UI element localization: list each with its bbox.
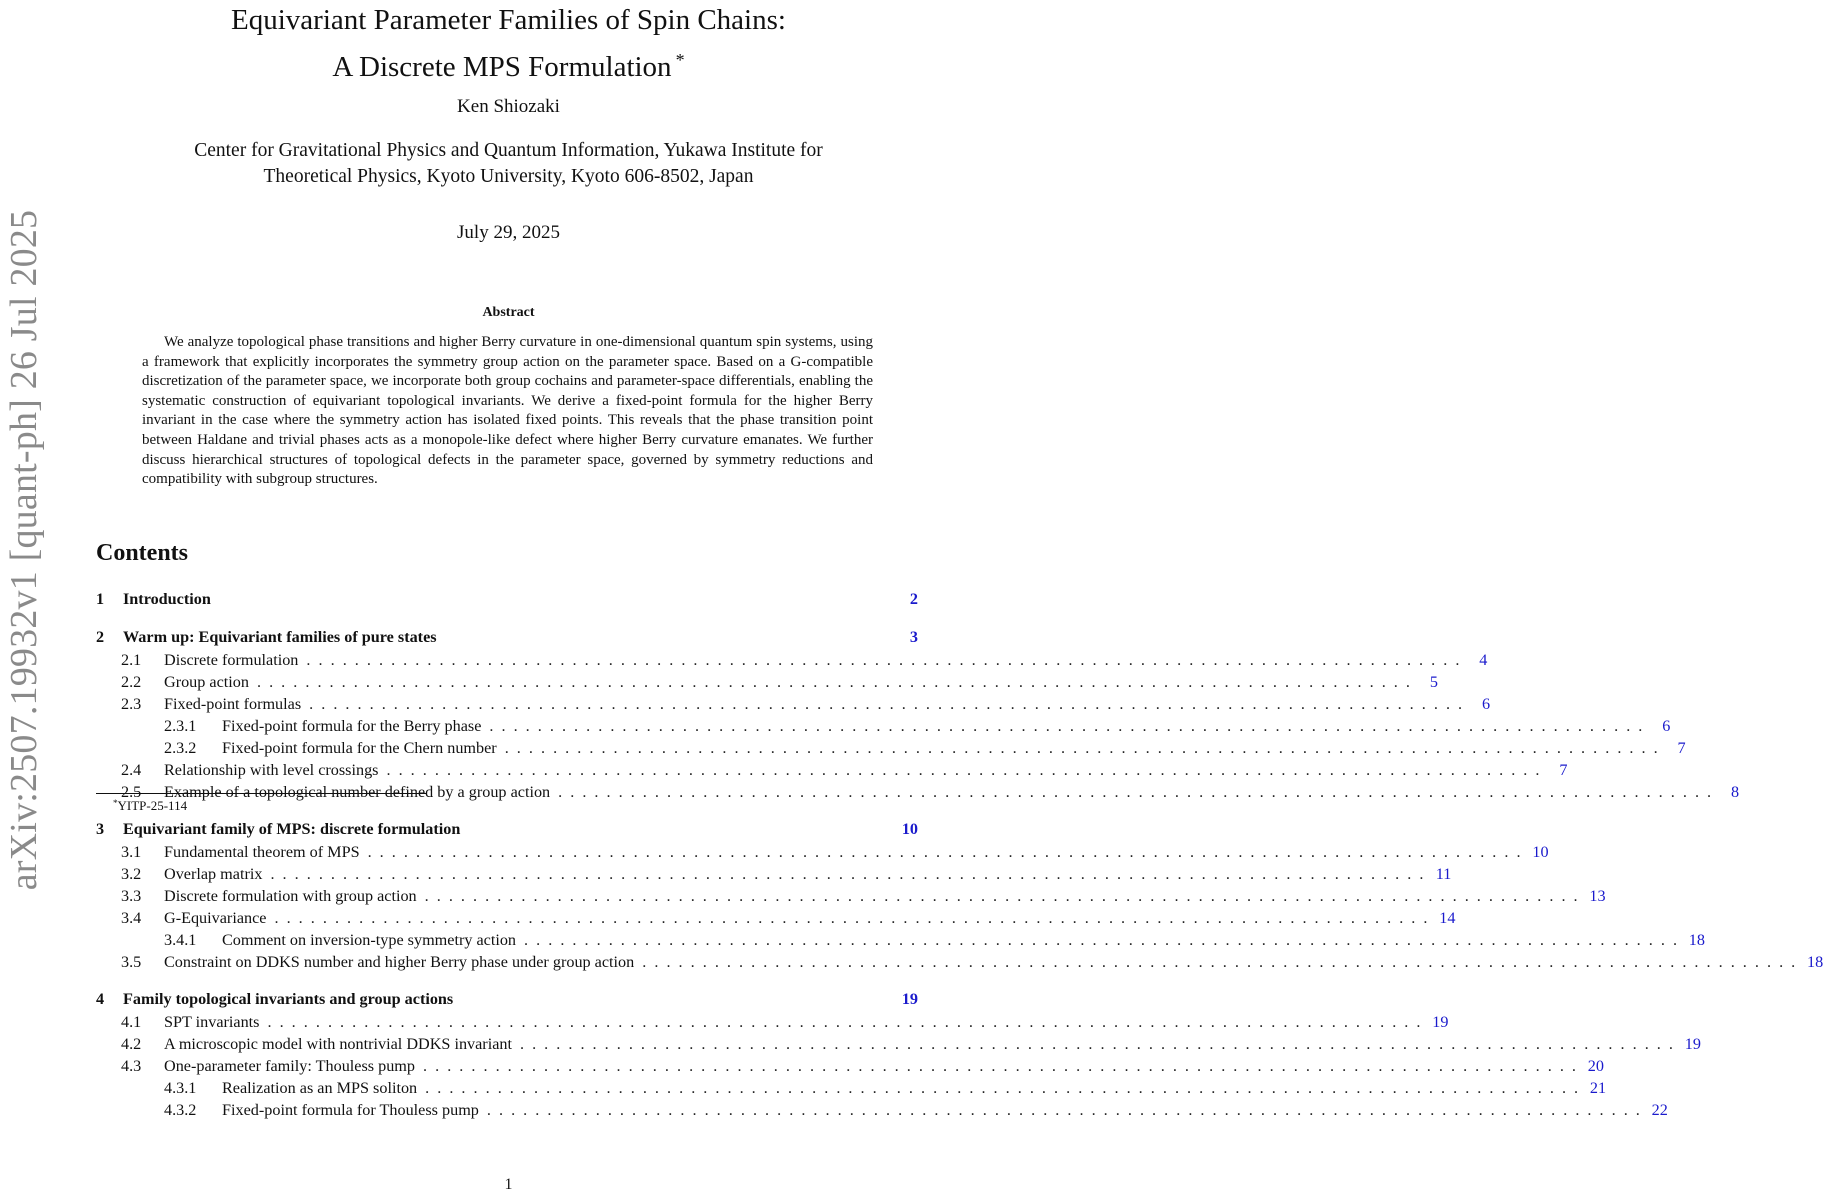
toc-entry-4-3[interactable] bbox=[96, 1055, 1604, 1077]
toc-entry-number: 2.3 bbox=[121, 695, 142, 713]
toc-entry-number: 2 bbox=[96, 628, 105, 646]
toc-entry-3-2[interactable] bbox=[96, 863, 1452, 885]
toc-entry-title[interactable]: Introduction bbox=[123, 590, 211, 608]
toc-entry-number: 3 bbox=[96, 820, 105, 838]
toc-entry-title[interactable]: G-Equivariance bbox=[164, 909, 267, 927]
toc-entry-title[interactable]: One-parameter family: Thouless pump bbox=[164, 1057, 415, 1075]
toc-entry-title[interactable]: Family topological invariants and group actions bbox=[123, 990, 454, 1008]
toc-entry-number: 3.4.1 bbox=[164, 931, 197, 949]
title-line-2-text: A Discrete MPS Formulation bbox=[332, 51, 672, 83]
toc-page-link[interactable]: 20 bbox=[1587, 1057, 1604, 1075]
toc-entry-3-3[interactable] bbox=[96, 885, 1606, 907]
toc-dot-leader bbox=[423, 1055, 1576, 1077]
toc-entry-title[interactable]: Overlap matrix bbox=[164, 865, 263, 883]
toc-entry-number: 3.2 bbox=[121, 865, 142, 883]
toc-page-link[interactable]: 10 bbox=[1532, 843, 1549, 861]
toc-page-link[interactable]: 22 bbox=[1651, 1101, 1668, 1119]
footnote-mark: * bbox=[113, 798, 118, 808]
toc-page-link[interactable]: 19 bbox=[1432, 1013, 1449, 1031]
toc-page-link[interactable]: 18 bbox=[1688, 931, 1705, 949]
toc-page-link[interactable]: 18 bbox=[1807, 953, 1823, 971]
toc-page-link[interactable]: 4 bbox=[1479, 651, 1488, 669]
toc-entry-title[interactable]: Discrete formulation with group action bbox=[164, 887, 417, 905]
footnote bbox=[113, 798, 187, 814]
toc-entry-title[interactable]: A microscopic model with nontrivial DDKS invariant bbox=[164, 1035, 512, 1053]
toc-dot-leader bbox=[642, 951, 1795, 973]
toc-entry-3-5[interactable] bbox=[96, 951, 1823, 973]
toc-entry-title[interactable]: Discrete formulation bbox=[164, 651, 299, 669]
toc-page-link[interactable]: 7 bbox=[1677, 739, 1686, 757]
toc-entry-number: 2.5 bbox=[121, 783, 142, 801]
toc-dot-leader bbox=[425, 1077, 1578, 1099]
toc-dot-leader bbox=[487, 1099, 1640, 1121]
toc-entry-number: 2.1 bbox=[121, 651, 142, 669]
affiliation-line-1: Center for Gravitational Physics and Quantum Information, Yukawa Institute for bbox=[194, 140, 823, 161]
toc-entry-2[interactable] bbox=[96, 625, 918, 649]
toc-page-link[interactable]: 19 bbox=[1684, 1035, 1701, 1053]
footnote-text: YITP-25-114 bbox=[117, 798, 188, 813]
toc-page-link[interactable]: 6 bbox=[1662, 717, 1671, 735]
toc-page-link[interactable]: 5 bbox=[1429, 673, 1438, 691]
publication-date: July 29, 2025 bbox=[457, 222, 560, 243]
toc-entry-title[interactable]: Comment on inversion-type symmetry action bbox=[222, 931, 517, 949]
toc-dot-leader bbox=[257, 671, 1410, 693]
toc-page-link[interactable]: 10 bbox=[901, 820, 918, 838]
toc-page-link[interactable]: 11 bbox=[1435, 865, 1452, 883]
toc-entry-3-1[interactable] bbox=[96, 841, 1549, 863]
toc-entry-3[interactable] bbox=[96, 817, 918, 841]
toc-entry-4-3-2[interactable] bbox=[96, 1099, 1668, 1121]
toc-dot-leader bbox=[368, 841, 1521, 863]
toc-page-link[interactable]: 2 bbox=[909, 590, 918, 608]
toc-page-link[interactable]: 7 bbox=[1559, 761, 1568, 779]
toc-entry-number: 4.3.1 bbox=[164, 1079, 197, 1097]
toc-entry-3-4[interactable] bbox=[96, 907, 1456, 929]
toc-entry-title[interactable]: Realization as an MPS soliton bbox=[222, 1079, 418, 1097]
toc-page-link[interactable]: 3 bbox=[909, 628, 918, 646]
toc-page-link[interactable]: 14 bbox=[1439, 909, 1456, 927]
toc-entry-number: 4 bbox=[96, 990, 105, 1008]
toc-entry-number: 4.1 bbox=[121, 1013, 142, 1031]
toc-entry-4-1[interactable] bbox=[96, 1011, 1449, 1033]
toc-entry-title[interactable]: Fixed-point formula for Thouless pump bbox=[222, 1101, 479, 1119]
toc-dot-leader bbox=[386, 759, 1539, 781]
toc-entry-2-5[interactable] bbox=[96, 781, 1740, 803]
toc-entry-2-3-1[interactable] bbox=[96, 715, 1671, 737]
toc-page-link[interactable]: 8 bbox=[1731, 783, 1740, 801]
toc-entry-number: 3.5 bbox=[121, 953, 142, 971]
toc-entry-number: 2.3.1 bbox=[164, 717, 197, 735]
contents-heading: Contents bbox=[96, 540, 189, 566]
title-footnote-mark[interactable]: * bbox=[675, 50, 685, 70]
affiliation-line-2: Theoretical Physics, Kyoto University, Kyoto 606-8502, Japan bbox=[263, 166, 754, 187]
toc-entry-title[interactable]: Equivariant family of MPS: discrete formulation bbox=[123, 820, 461, 838]
toc-dot-leader bbox=[267, 1011, 1420, 1033]
page-number: 1 bbox=[504, 1176, 513, 1193]
author-name: Ken Shiozaki bbox=[457, 96, 560, 117]
toc-entry-title[interactable]: Fundamental theorem of MPS bbox=[164, 843, 360, 861]
table-of-contents bbox=[96, 587, 1823, 1121]
abstract-heading: Abstract bbox=[482, 305, 535, 320]
arxiv-sidebar-stamp bbox=[2, 205, 46, 895]
title-line-2 bbox=[100, 40, 917, 87]
toc-entry-title[interactable]: Fixed-point formulas bbox=[164, 695, 302, 713]
toc-dot-leader bbox=[489, 715, 1642, 737]
toc-entry-2-2[interactable] bbox=[96, 671, 1438, 693]
arxiv-identifier: arXiv:2507.19932v1 [quant-ph] 26 Jul 2025 bbox=[3, 209, 45, 891]
toc-page-link[interactable]: 13 bbox=[1589, 887, 1606, 905]
toc-entry-number: 3.4 bbox=[121, 909, 142, 927]
toc-entry-number: 1 bbox=[96, 590, 105, 608]
toc-dot-leader bbox=[505, 737, 1658, 759]
toc-entry-2-4[interactable] bbox=[96, 759, 1568, 781]
toc-entry-2-3-2[interactable] bbox=[96, 737, 1686, 759]
footnote-divider bbox=[96, 793, 426, 794]
toc-dot-leader bbox=[520, 1033, 1673, 1055]
title-line-1: Equivariant Parameter Families of Spin Chains: bbox=[231, 4, 786, 36]
abstract-text: We analyze topological phase transitions and higher Berry curvature in one-dimensional quantum spin systems, using a framework that explicitly incorporates the symmetry group action on the parameter space. Based on a G-compatible discretization of the parameter space, we incorporate both group cochains and parameter-space differentials, enabling the systematic construction of equivariant topological invariants. We derive a fixed-point formula for the higher Berry invariant in the case where the symmetry action has isolated fixed points. This reveals that the phase transition point between Haldane and trivial phases acts as a monopole-like defect where higher Berry curvature emanates. We further discuss hierarchical structures of topological defects in the parameter space, governed by symmetry reductions and compatibility with subgroup structures. bbox=[142, 334, 873, 488]
toc-dot-leader bbox=[524, 929, 1677, 951]
toc-entry-number: 2.2 bbox=[121, 673, 142, 691]
toc-entry-number: 2.3.2 bbox=[164, 739, 197, 757]
toc-entry-number: 3.3 bbox=[121, 887, 142, 905]
toc-dot-leader bbox=[425, 885, 1578, 907]
toc-entry-number: 4.2 bbox=[121, 1035, 142, 1053]
toc-entry-title[interactable]: Fixed-point formula for the Berry phase bbox=[222, 717, 482, 735]
paper-title bbox=[100, 0, 917, 87]
toc-entry-title[interactable]: Group action bbox=[164, 673, 249, 691]
toc-entry-number: 4.3 bbox=[121, 1057, 142, 1075]
toc-dot-leader bbox=[558, 781, 1711, 803]
toc-entry-number: 4.3.2 bbox=[164, 1101, 197, 1119]
affiliation bbox=[100, 138, 917, 190]
toc-dot-leader bbox=[306, 649, 1459, 671]
toc-dot-leader bbox=[270, 863, 1423, 885]
toc-dot-leader bbox=[274, 907, 1427, 929]
toc-entry-2-1[interactable] bbox=[96, 649, 1488, 671]
toc-entry-4-3-1[interactable] bbox=[96, 1077, 1607, 1099]
toc-page-link[interactable]: 19 bbox=[901, 990, 918, 1008]
toc-entry-title[interactable]: Relationship with level crossings bbox=[164, 761, 379, 779]
toc-page-link[interactable]: 21 bbox=[1589, 1079, 1607, 1097]
toc-entry-1[interactable] bbox=[96, 587, 918, 611]
toc-entry-4-2[interactable] bbox=[96, 1033, 1701, 1055]
toc-entry-4[interactable] bbox=[96, 987, 918, 1011]
toc-entry-title[interactable]: Constraint on DDKS number and higher Berry phase under group action bbox=[164, 953, 635, 971]
toc-entry-title[interactable]: Warm up: Equivariant families of pure states bbox=[123, 628, 437, 646]
toc-entry-number: 2.4 bbox=[121, 761, 142, 779]
toc-entry-title[interactable]: Example of a topological number defined by a group action bbox=[164, 783, 551, 801]
toc-dot-leader bbox=[309, 693, 1462, 715]
toc-page-link[interactable]: 6 bbox=[1482, 695, 1491, 713]
toc-entry-title[interactable]: Fixed-point formula for the Chern number bbox=[222, 739, 497, 757]
toc-entry-number: 3.1 bbox=[121, 843, 142, 861]
toc-entry-title[interactable]: SPT invariants bbox=[164, 1013, 260, 1031]
toc-entry-3-4-1[interactable] bbox=[96, 929, 1705, 951]
toc-entry-2-3[interactable] bbox=[96, 693, 1491, 715]
